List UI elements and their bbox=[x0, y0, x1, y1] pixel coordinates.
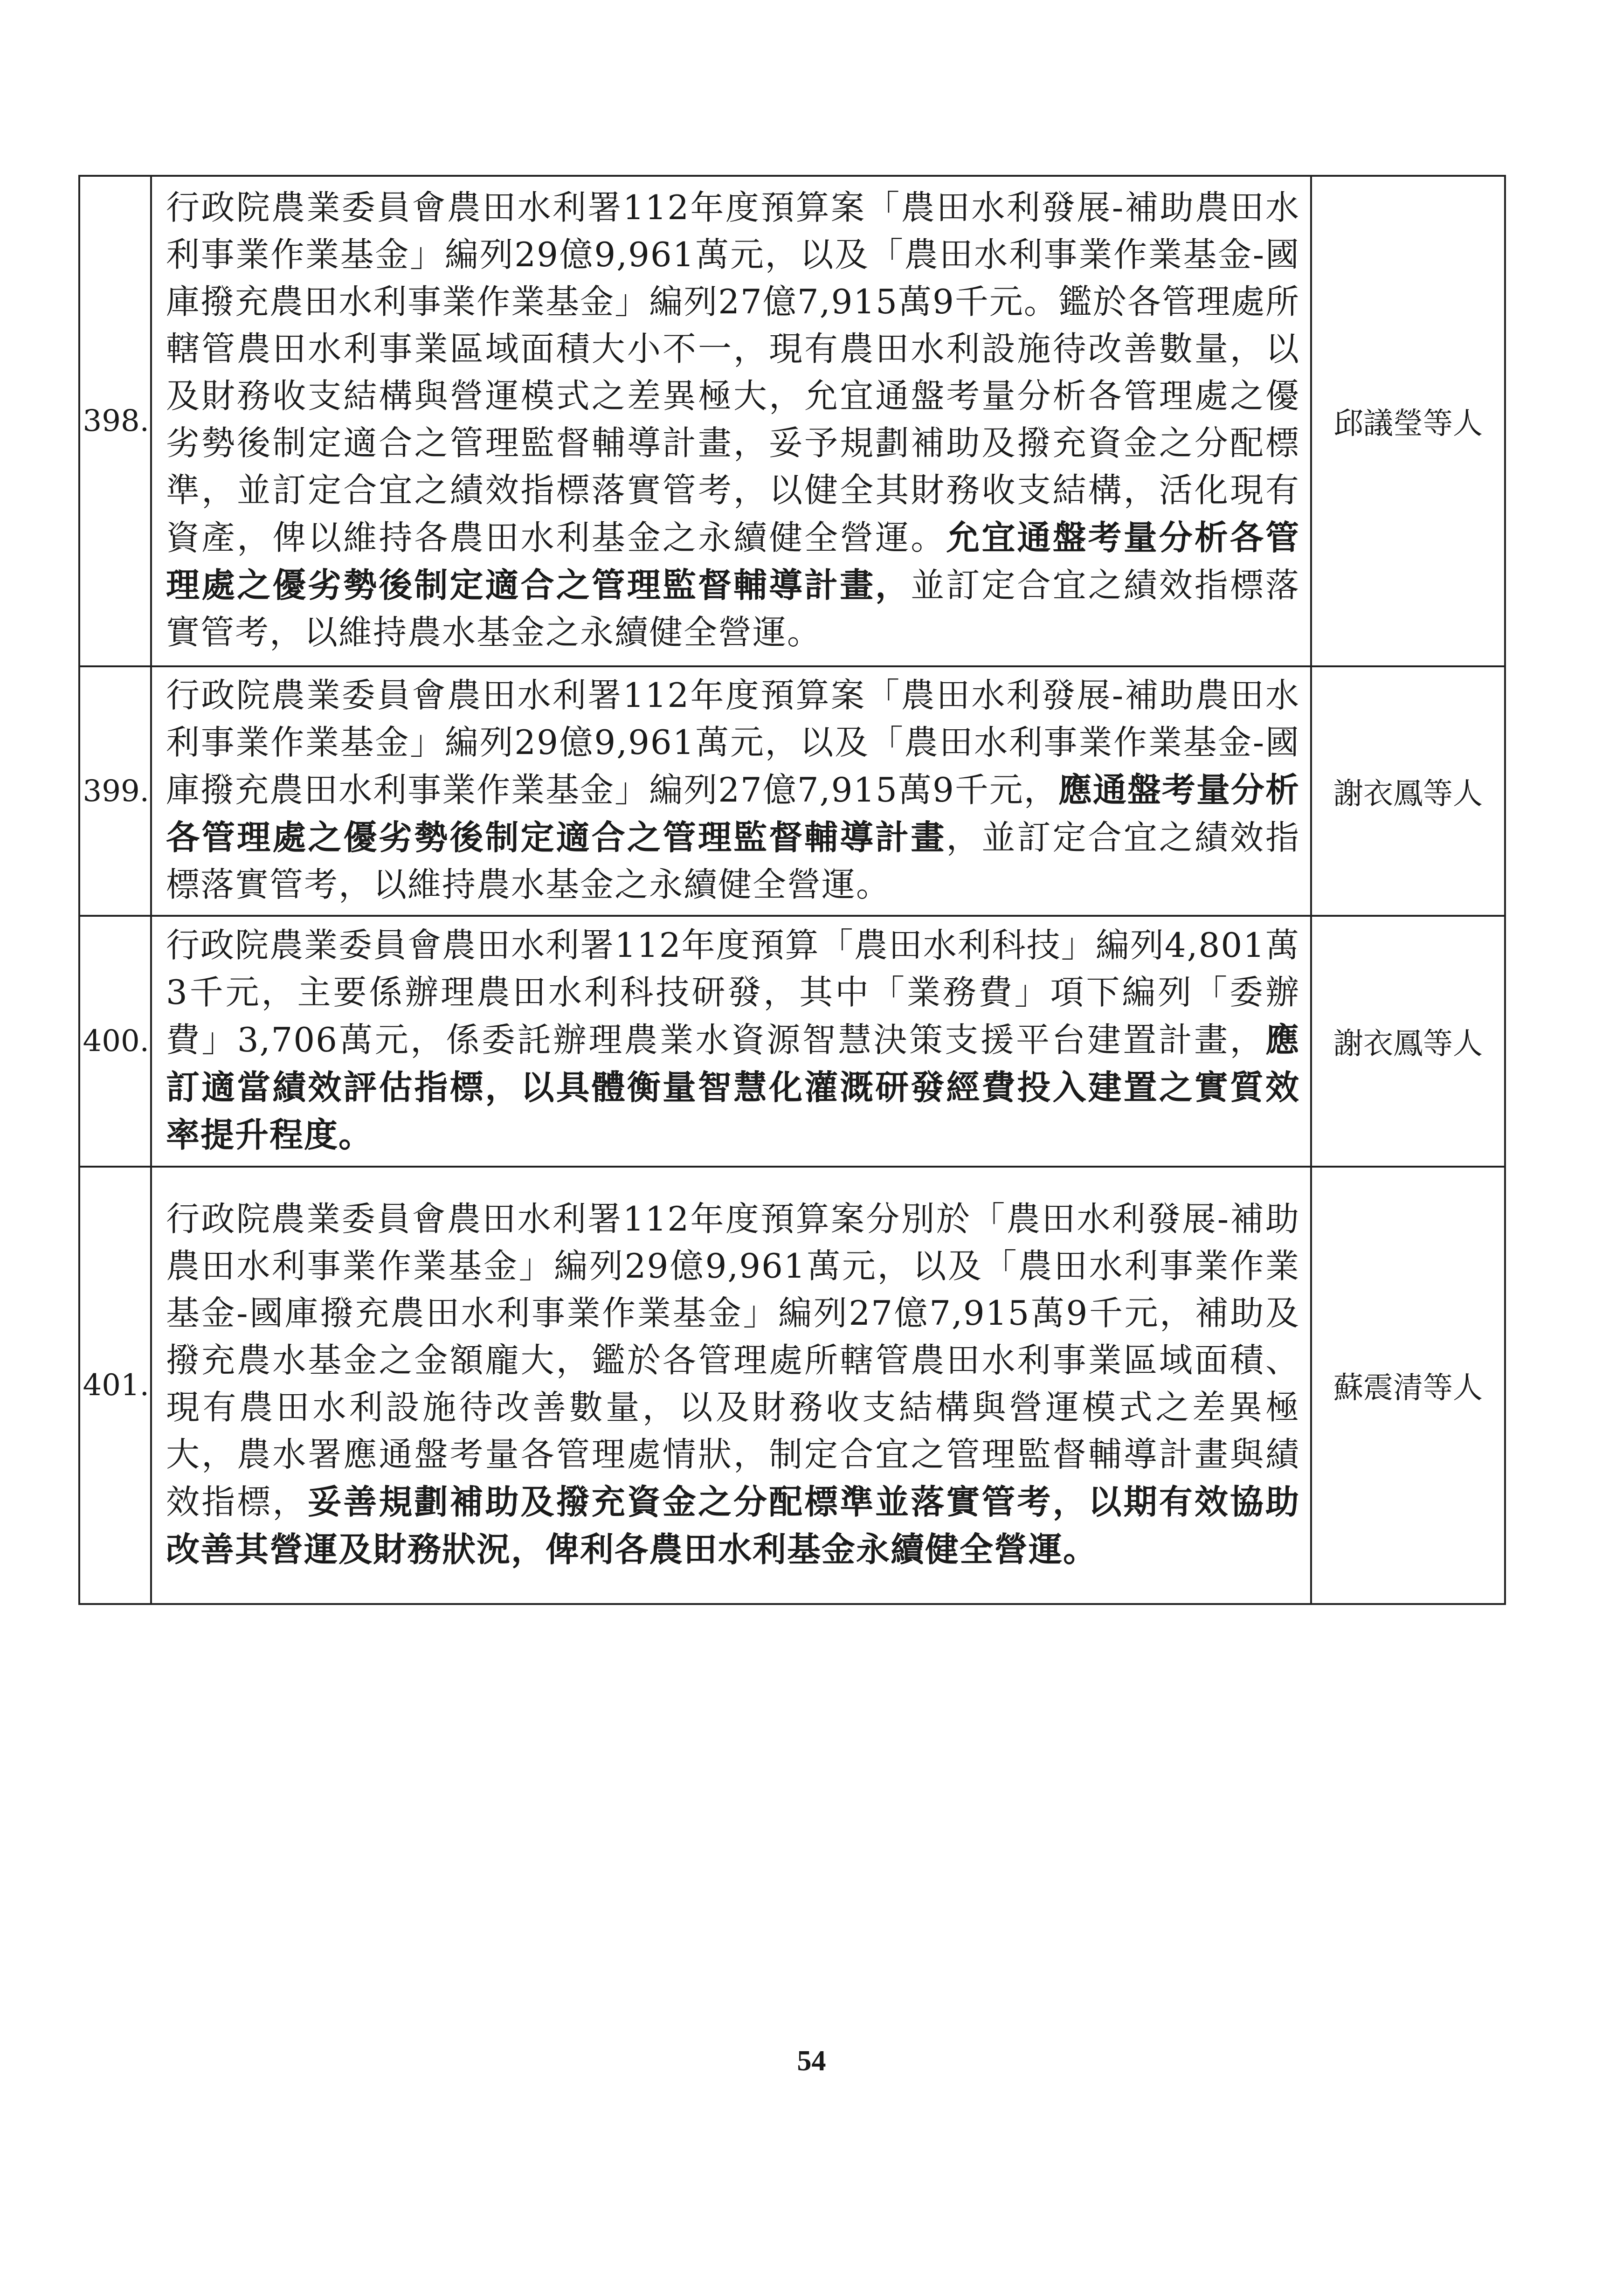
item-proposer: 謝衣鳳等人 bbox=[1311, 666, 1505, 916]
item-number: 400. bbox=[79, 916, 151, 1167]
item-text bbox=[151, 666, 1311, 916]
item-text bbox=[151, 176, 1311, 666]
item-text-plain: 行政院農業委員會農田水利署112年度預算案「農田水利發展-補助農田水利事業作業基金」編列29億9,961萬元，以及「農田水利事業作業基金-國庫撥充農田水利事業作業基金」編列27億7,915萬9千元， bbox=[166, 676, 1300, 809]
item-text bbox=[151, 1167, 1311, 1604]
item-text-tail: ，並訂定合宜之績效指標落實管考，以維持農水基金之永續健全營運。 bbox=[166, 818, 1300, 904]
table-row bbox=[79, 1167, 1505, 1604]
item-number: 401. bbox=[79, 1167, 151, 1604]
item-proposer: 邱議瑩等人 bbox=[1311, 176, 1505, 666]
table-row bbox=[79, 666, 1505, 916]
table-row bbox=[79, 176, 1505, 666]
item-text-tail: 並訂定合宜之績效指標落實管考，以維持農水基金之永續健全營運。 bbox=[166, 566, 1300, 652]
item-proposer: 蘇震清等人 bbox=[1311, 1167, 1505, 1604]
item-proposer: 謝衣鳳等人 bbox=[1311, 916, 1505, 1167]
item-text bbox=[151, 916, 1311, 1167]
table-row bbox=[79, 916, 1505, 1167]
resolutions-table bbox=[78, 175, 1506, 1605]
item-number: 398. bbox=[79, 176, 151, 666]
item-text-bold: 妥善規劃補助及撥充資金之分配標準並落實管考，以期有效協助改善其營運及財務狀況，俾利各農田水利基金永續健全營運。 bbox=[166, 1482, 1300, 1569]
item-text-bold: 應通盤考量分析各管理處之優劣勢後制定適合之管理監督輔導計畫 bbox=[166, 770, 1300, 857]
item-text-plain: 行政院農業委員會農田水利署112年度預算「農田水利科技」編列4,801萬3千元，主要係辦理農田水利科技研發，其中「業務費」項下編列「委辦費」3,706萬元，係委託辦理農業水資源智慧決策支援平台建置計畫， bbox=[166, 926, 1300, 1059]
item-text-bold: 應訂適當績效評估指標，以具體衡量智慧化灌溉研發經費投入建置之實質效率提升程度。 bbox=[166, 1020, 1300, 1155]
item-text-bold: 允宜通盤考量分析各管理處之優劣勢後制定適合之管理監督輔導計畫， bbox=[166, 518, 1300, 605]
item-text-plain: 行政院農業委員會農田水利署112年度預算案分別於「農田水利發展-補助農田水利事業作業基金」編列29億9,961萬元，以及「農田水利事業作業基金-國庫撥充農田水利事業作業基金」編列27億7,915萬9千元，補助及撥充農水基金之金額龐大，鑑於各管理處所轄管農田水利事業區域面積、現有農田水利設施待改善數量，以及財務收支結構與營運模式之差異極大，農水署應通盤考量各管理處情狀，制定合宜之管理監督輔導計畫與績效指標， bbox=[166, 1199, 1300, 1521]
item-number: 399. bbox=[79, 666, 151, 916]
item-text-plain: 行政院農業委員會農田水利署112年度預算案「農田水利發展-補助農田水利事業作業基金」編列29億9,961萬元，以及「農田水利事業作業基金-國庫撥充農田水利事業作業基金」編列27億7,915萬9千元。鑑於各管理處所轄管農田水利事業區域面積大小不一，現有農田水利設施待改善數量，以及財務收支結構與營運模式之差異極大，允宜通盤考量分析各管理處之優劣勢後制定適合之管理監督輔導計畫，妥予規劃補助及撥充資金之分配標準，並訂定合宜之績效指標落實管考，以健全其財務收支結構，活化現有資產，俾以維持各農田水利基金之永續健全營運。 bbox=[166, 188, 1300, 557]
page-number: 54 bbox=[797, 2045, 826, 2077]
